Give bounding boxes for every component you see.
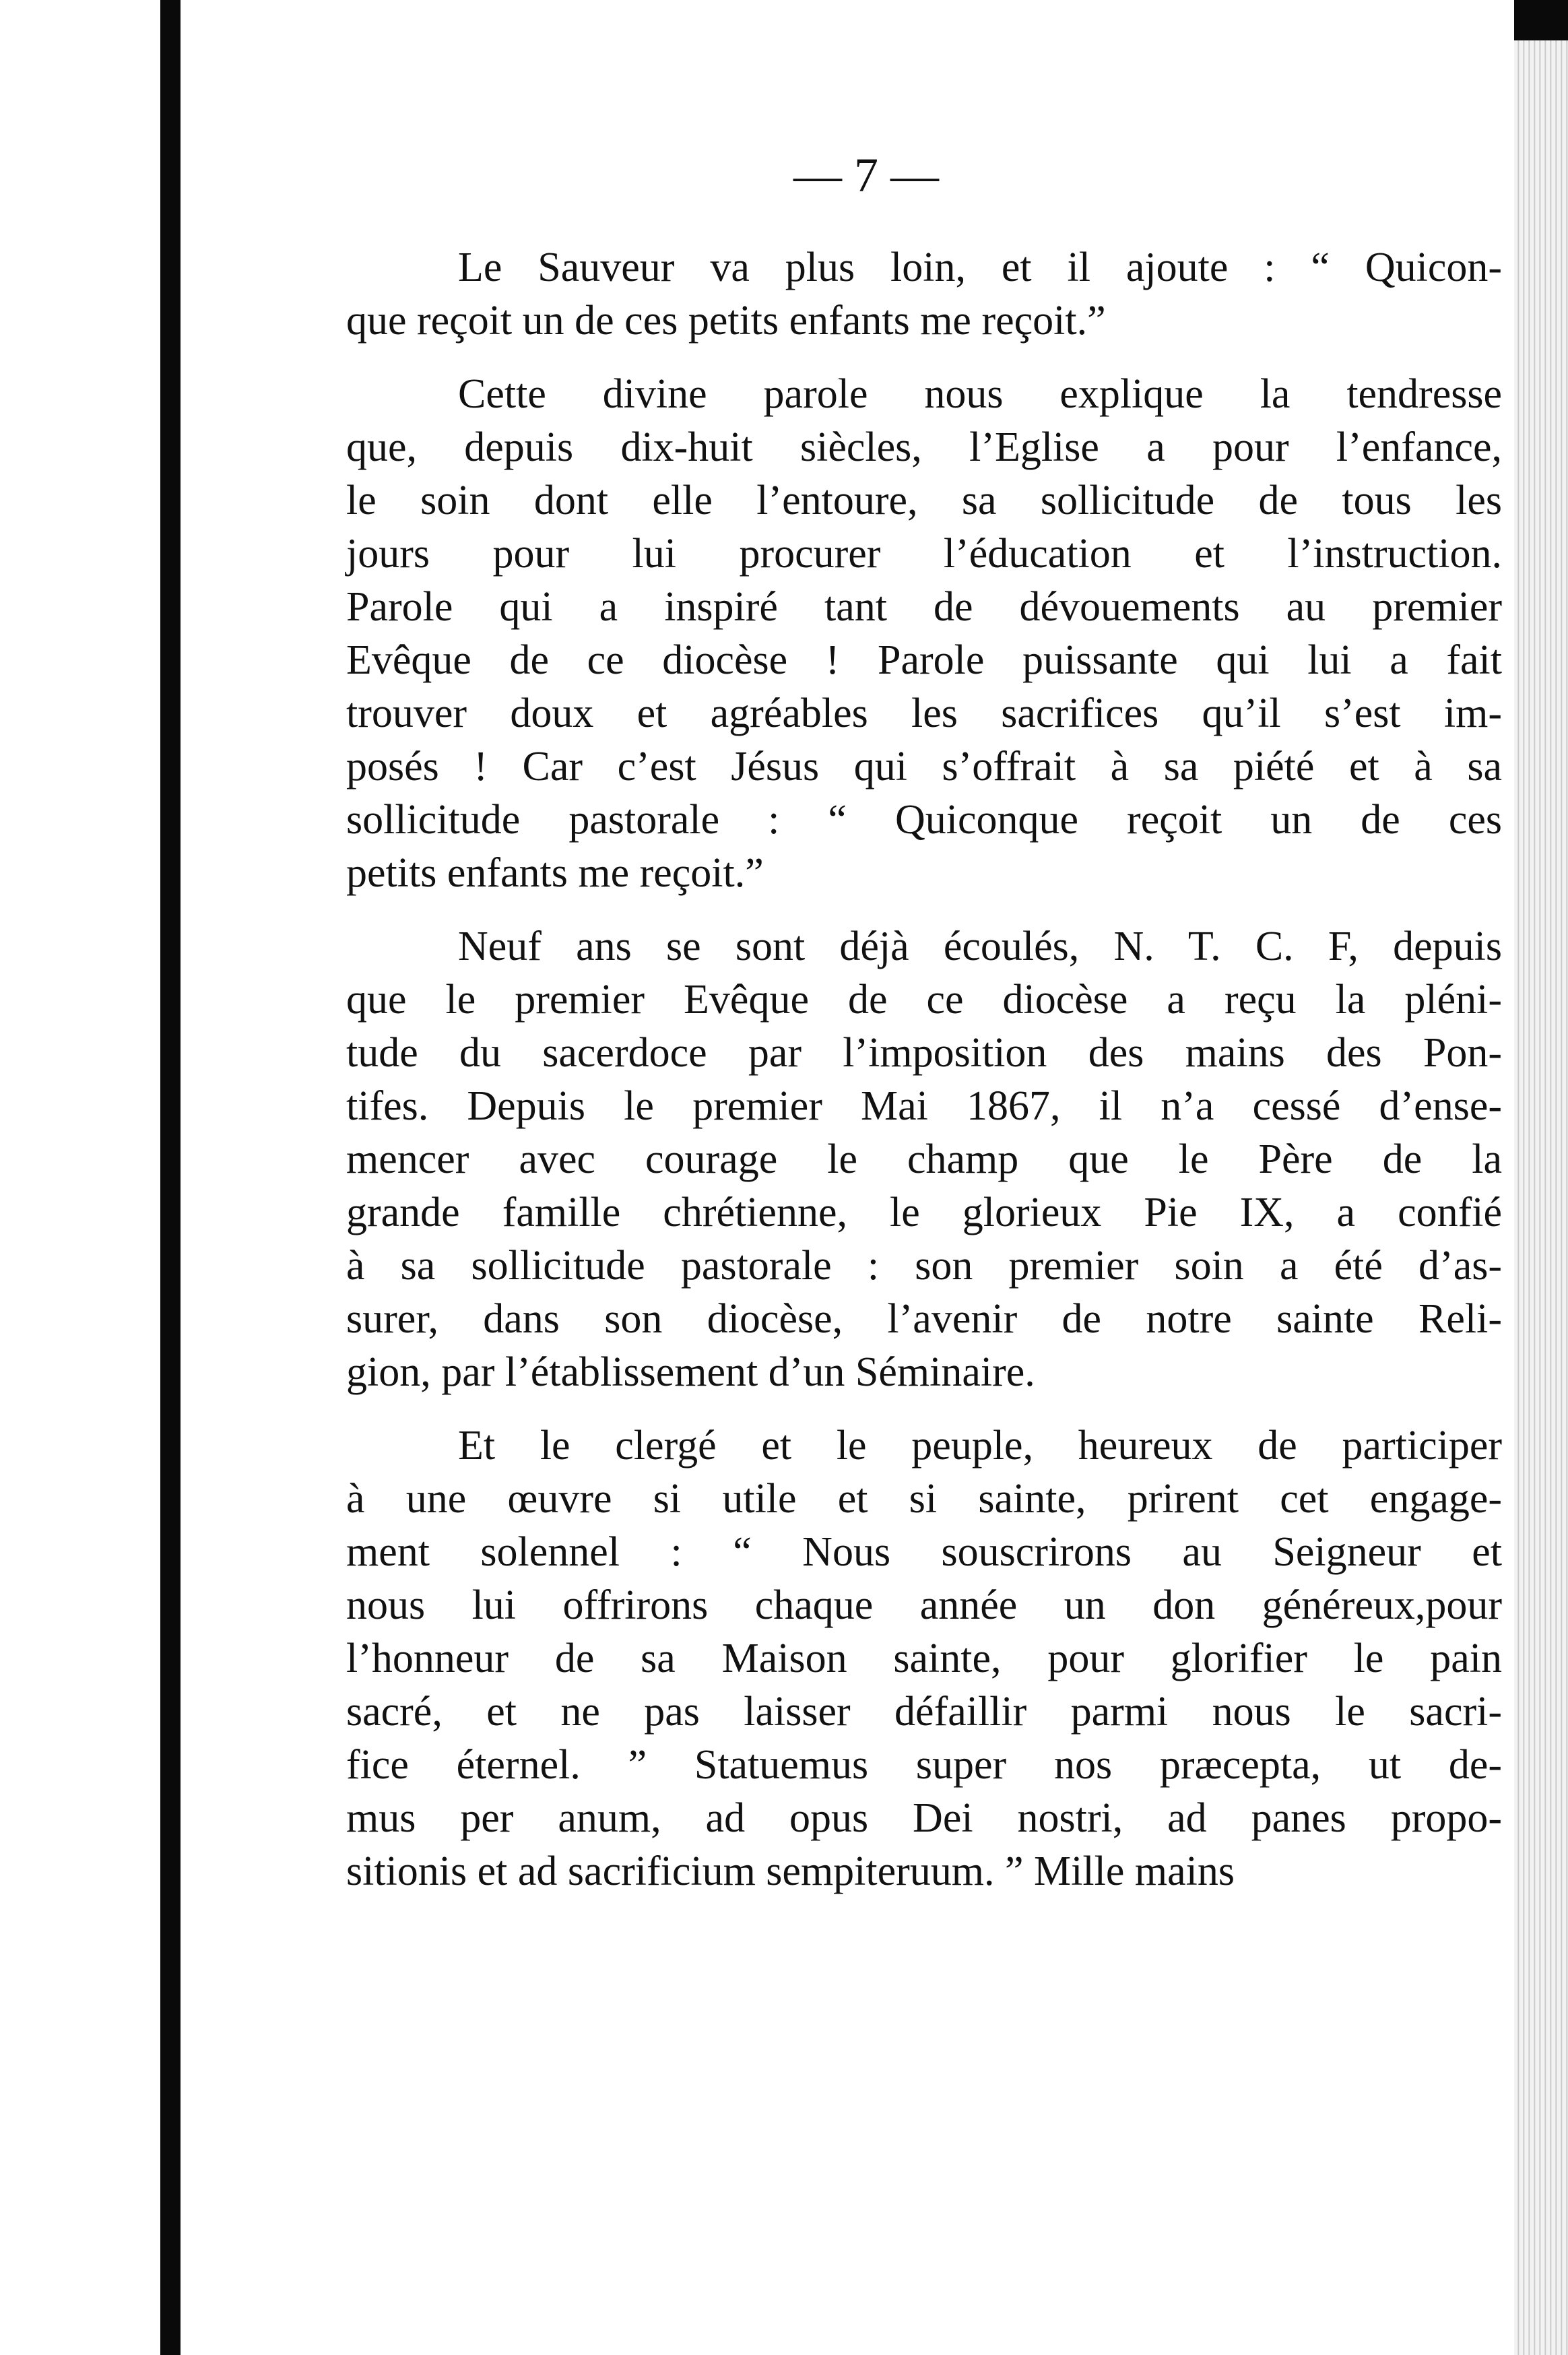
text-line: sitionis et ad sacrificium sempiteruum. ” Mille mains — [346, 1848, 1235, 1894]
text-line: l’honneur de sa Maison sainte, pour glorifier le pain — [346, 1636, 1502, 1681]
text-line: Et le clergé et le peuple, heureux de participer — [458, 1423, 1502, 1469]
text-line: trouver doux et agréables les sacrifices qu’il s’est im- — [346, 690, 1502, 736]
paragraph-gap — [346, 1399, 1502, 1419]
previous-page-edge — [0, 0, 160, 2355]
body-text — [346, 241, 1502, 1898]
text-line: à sa sollicitude pastorale : son premier soin a été d’as- — [346, 1243, 1502, 1289]
paragraph — [346, 241, 1502, 348]
text-line: surer, dans son diocèse, l’avenir de notre sainte Reli- — [346, 1296, 1502, 1342]
paragraph — [346, 920, 1502, 1399]
paragraph — [346, 368, 1502, 900]
paragraph-gap — [346, 900, 1502, 920]
text-line: Cette divine parole nous explique la tendresse — [458, 371, 1502, 417]
text-line: que le premier Evêque de ce diocèse a reçu la pléni- — [346, 977, 1502, 1023]
text-line: que, depuis dix-huit siècles, l’Eglise a pour l’enfance, — [346, 424, 1502, 470]
text-line: à une œuvre si utile et si sainte, prirent cet engage- — [346, 1476, 1502, 1522]
text-line: Neuf ans se sont déjà écoulés, N. T. C. F, depuis — [458, 924, 1502, 969]
text-line: grande famille chrétienne, le glorieux Pie IX, a confié — [346, 1190, 1502, 1235]
text-line: ment solennel : “ Nous souscrirons au Seigneur et — [346, 1529, 1502, 1575]
text-line: que reçoit un de ces petits enfants me reçoit.” — [346, 298, 1106, 344]
text-line: tifes. Depuis le premier Mai 1867, il n’a cessé d’ense- — [346, 1083, 1502, 1129]
paragraph — [346, 1419, 1502, 1898]
text-line: petits enfants me reçoit.” — [346, 850, 764, 896]
text-line: posés ! Car c’est Jésus qui s’offrait à sa piété et à sa — [346, 744, 1502, 789]
text-line: Parole qui a inspiré tant de dévouements au premier — [346, 584, 1502, 630]
page-number: — 7 — — [793, 148, 939, 202]
text-line: jours pour lui procurer l’éducation et l’instruction. — [346, 531, 1502, 577]
text-line: tude du sacerdoce par l’imposition des mains des Pon- — [346, 1030, 1502, 1076]
text-line: le soin dont elle l’entoure, sa sollicitude de tous les — [346, 478, 1502, 523]
text-line: sollicitude pastorale : “ Quiconque reçoit un de ces — [346, 797, 1502, 843]
text-line: gion, par l’établissement d’un Séminaire. — [346, 1349, 1035, 1395]
book-page — [181, 0, 1514, 2355]
text-line: nous lui offrirons chaque année un don généreux,pour — [346, 1582, 1502, 1628]
text-line: mencer avec courage le champ que le Père de la — [346, 1136, 1502, 1182]
text-line: Evêque de ce diocèse ! Parole puissante qui lui a fait — [346, 637, 1502, 683]
text-line: sacré, et ne pas laisser défaillir parmi nous le sacri- — [346, 1689, 1502, 1735]
paragraph-gap — [346, 348, 1502, 368]
text-line: fice éternel. ” Statuemus super nos præcepta, ut de- — [346, 1742, 1502, 1788]
text-line: mus per anum, ad opus Dei nostri, ad panes propo- — [346, 1795, 1502, 1841]
text-line: Le Sauveur va plus loin, et il ajoute : “ Quicon- — [458, 245, 1502, 290]
page-stack-edges — [1514, 40, 1568, 2355]
book-gutter — [160, 0, 181, 2355]
scan-border — [1514, 0, 1568, 40]
